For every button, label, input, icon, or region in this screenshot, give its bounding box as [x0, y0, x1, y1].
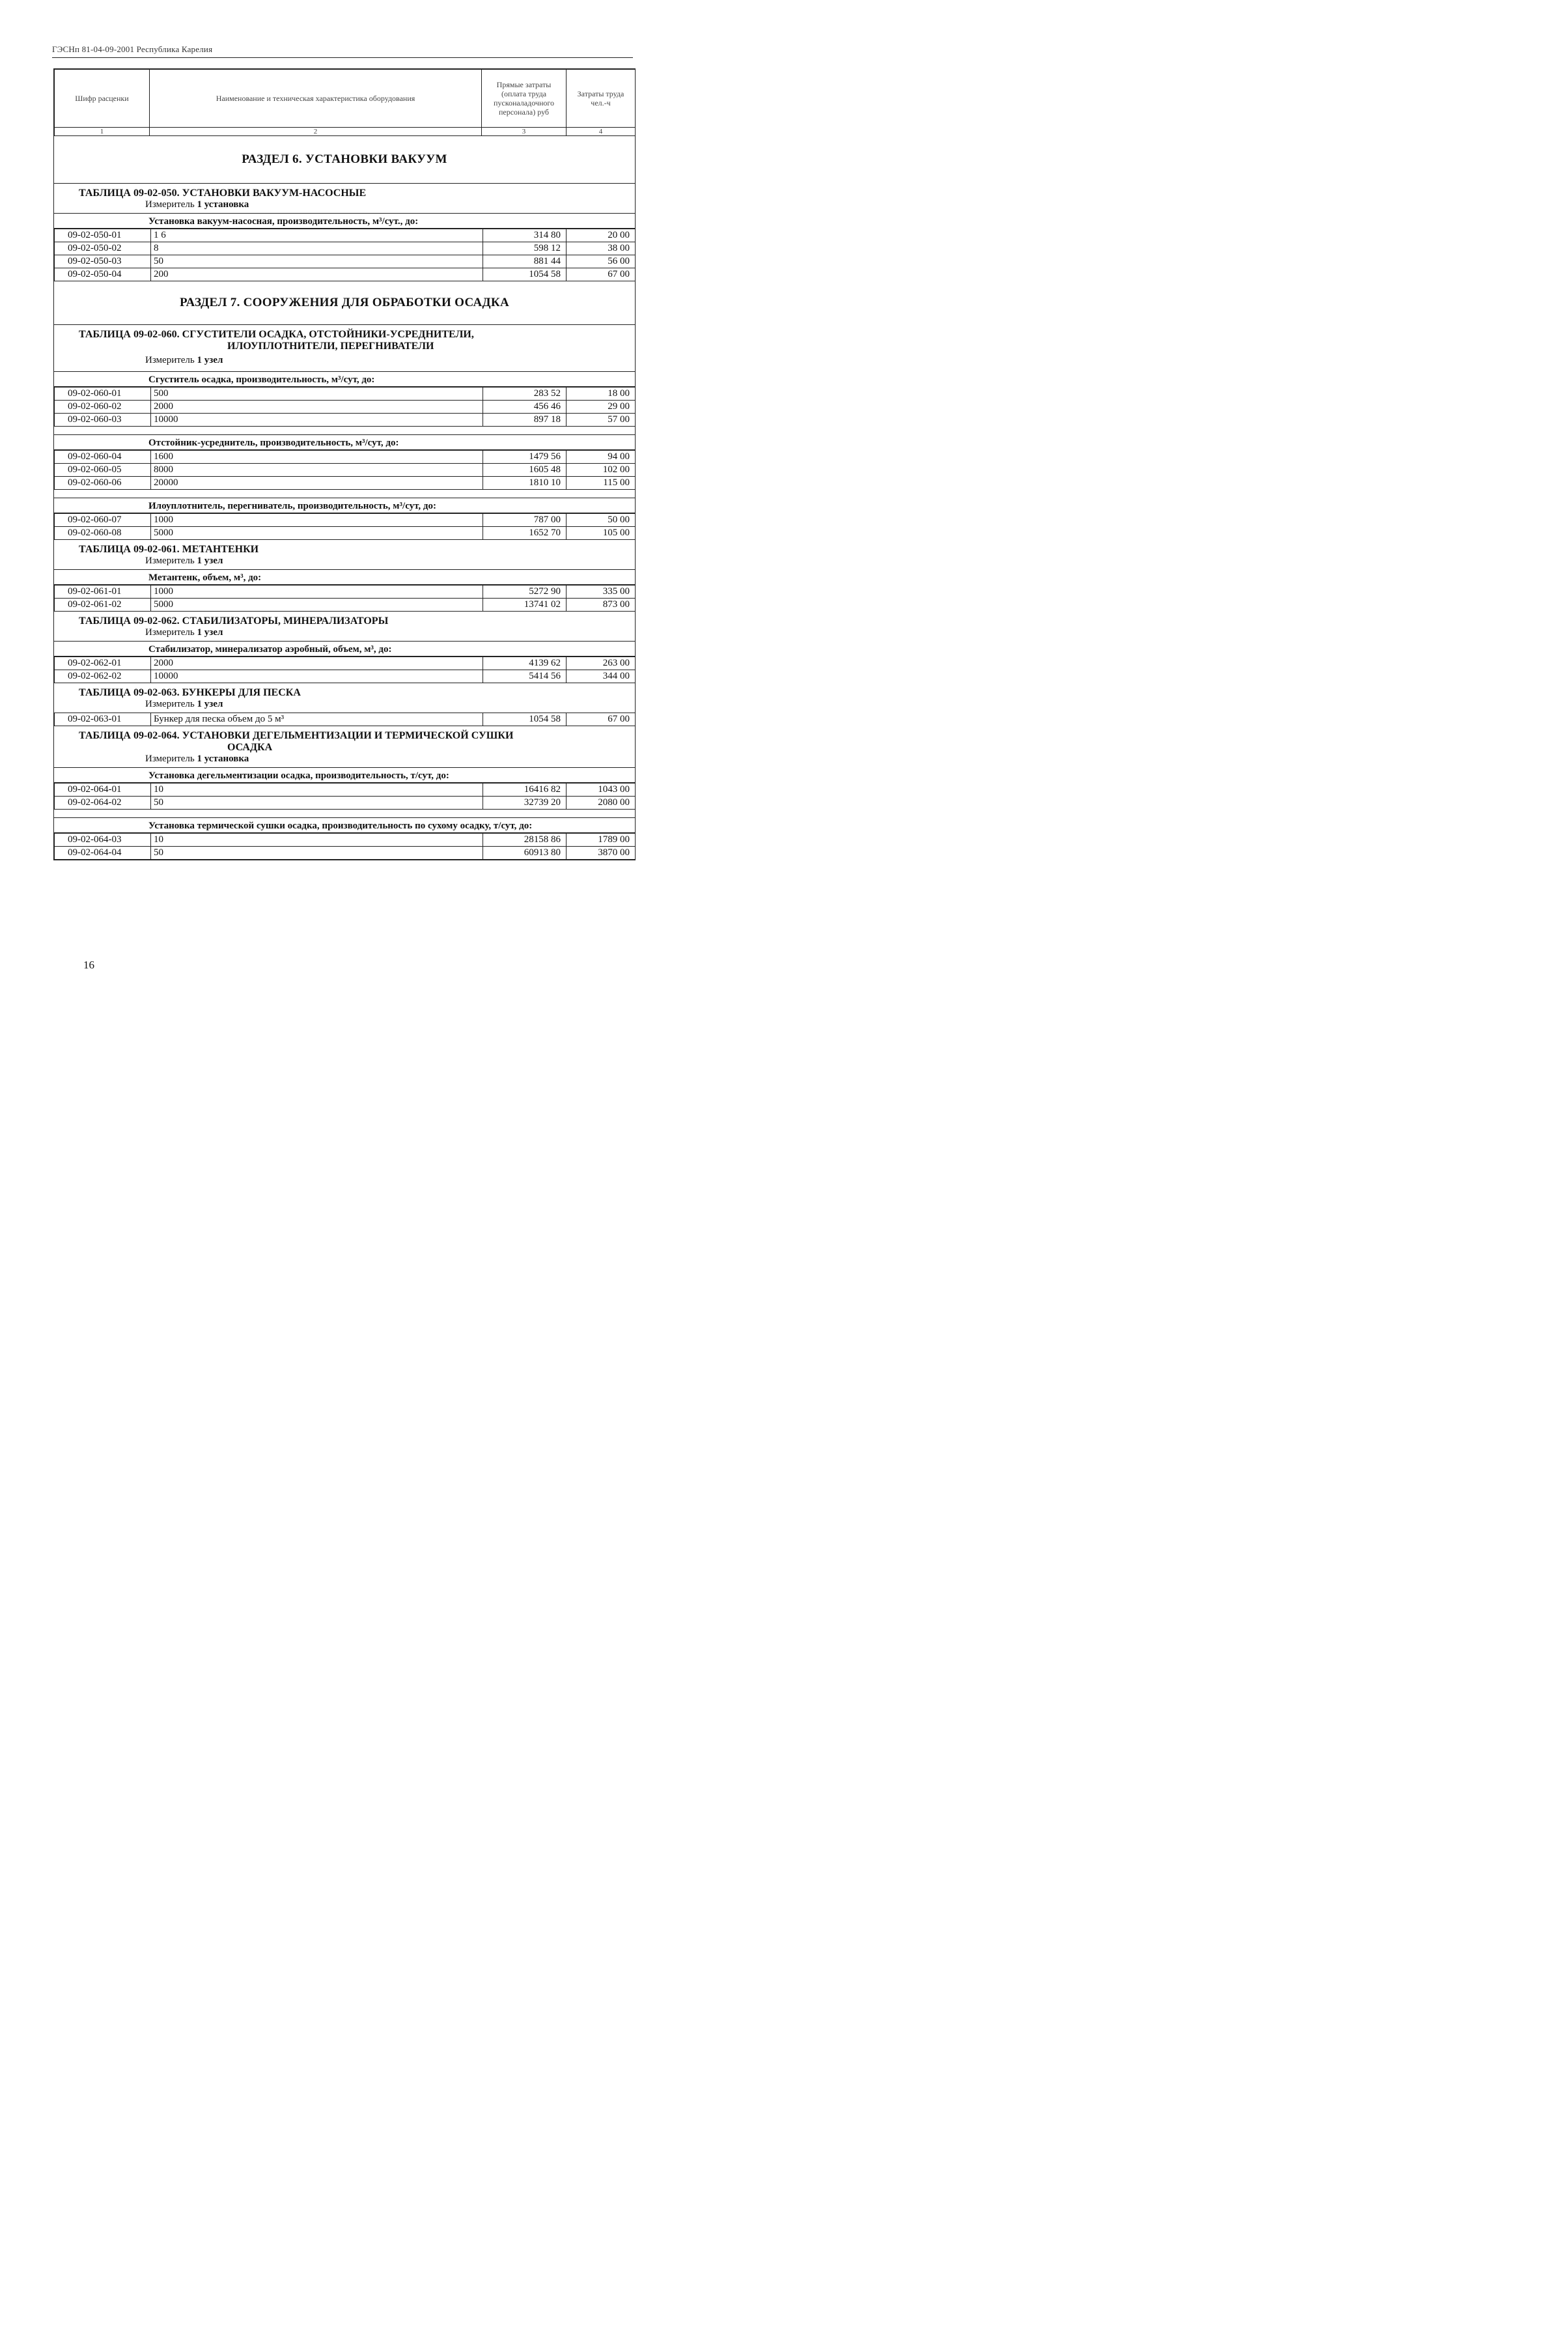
table-061-measure: Измеритель 1 узел: [145, 556, 223, 566]
table-row: 09-02-060-06 20000 1810 10 115 00: [55, 477, 636, 490]
table-row: 09-02-050-02 8 598 12 38 00: [55, 242, 636, 255]
table-row: 09-02-060-01 500 283 52 18 00: [55, 388, 636, 401]
table-064-subhead-1: Установка дегельментизации осадка, производительность, т/сут, до:: [54, 767, 635, 783]
table-064-group-1-rows: [54, 783, 636, 810]
table-064-group-2-rows: [54, 833, 636, 860]
table-060-group-2-rows: [54, 450, 636, 490]
document-table: [53, 68, 636, 860]
table-050-heading: [54, 184, 635, 213]
header-num-3: 3: [482, 128, 567, 136]
table-061-title: ТАБЛИЦА 09-02-061. МЕТАНТЕНКИ: [79, 544, 259, 555]
table-060-subhead-1: Сгуститель осадка, производительность, м³/сут, до:: [54, 371, 635, 387]
table-060-measure: Измеритель 1 узел: [145, 355, 223, 365]
header-num-4: 4: [567, 128, 636, 136]
header-code: Шифр расценки: [55, 70, 150, 128]
table-060-subhead-2: Отстойник-усреднитель, производительность, м³/сут, до:: [54, 434, 635, 450]
table-row: 09-02-050-04 200 1054 58 67 00: [55, 268, 636, 281]
table-064-subhead-2: Установка термической сушки осадка, производительность по сухому осадку, т/сут, до:: [54, 817, 635, 833]
section-6-title: РАЗДЕЛ 6. УСТАНОВКИ ВАКУУМ: [54, 136, 635, 184]
table-061-rows: [54, 585, 636, 612]
table-row: 09-02-062-01 2000 4139 62 263 00: [55, 657, 636, 670]
table-062-subhead: Стабилизатор, минерализатор аэробный, объем, м³, до:: [54, 641, 635, 657]
table-063-measure: Измеритель 1 узел: [145, 699, 223, 709]
table-row: 09-02-060-07 1000 787 00 50 00: [55, 514, 636, 527]
table-050-subhead: Установка вакуум-насосная, производительность, м³/сут., до:: [54, 213, 635, 229]
table-060-group-3-rows: [54, 513, 636, 540]
table-064-measure: Измеритель 1 установка: [145, 754, 249, 764]
table-063-heading: [54, 683, 635, 713]
table-row: 09-02-060-05 8000 1605 48 102 00: [55, 464, 636, 477]
table-062-title: ТАБЛИЦА 09-02-062. СТАБИЛИЗАТОРЫ, МИНЕРАЛИЗАТОРЫ: [79, 615, 389, 627]
table-062-heading: [54, 612, 635, 641]
table-row: 09-02-061-02 5000 13741 02 873 00: [55, 599, 636, 612]
table-060-title: ТАБЛИЦА 09-02-060. СГУСТИТЕЛИ ОСАДКА, ОТСТОЙНИКИ-УСРЕДНИТЕЛИ, ИЛОУПЛОТНИТЕЛИ, ПЕРЕГНИВАТЕЛИ: [79, 329, 474, 352]
header-name: Наименование и техническая характеристика оборудования: [150, 70, 482, 128]
section-7-title: РАЗДЕЛ 7. СООРУЖЕНИЯ ДЛЯ ОБРАБОТКИ ОСАДКА: [54, 281, 635, 325]
table-050-rows: [54, 229, 636, 281]
table-050-title: ТАБЛИЦА 09-02-050. УСТАНОВКИ ВАКУУМ-НАСОСНЫЕ: [79, 188, 367, 199]
page-number: 16: [83, 959, 94, 971]
table-063-title: ТАБЛИЦА 09-02-063. БУНКЕРЫ ДЛЯ ПЕСКА: [79, 687, 301, 698]
table-061-subhead: Метантенк, объем, м³, до:: [54, 569, 635, 585]
table-row: 09-02-064-01 10 16416 82 1043 00: [55, 784, 636, 797]
table-064-heading: [54, 726, 635, 767]
column-header-table: [54, 69, 636, 136]
table-064-title: ТАБЛИЦА 09-02-064. УСТАНОВКИ ДЕГЕЛЬМЕНТИЗАЦИИ И ТЕРМИЧЕСКОЙ СУШКИ ОСАДКА: [79, 730, 514, 753]
table-062-rows: [54, 657, 636, 683]
table-row: 09-02-063-01 Бункер для песка объем до 5 м³ 1054 58 67 00: [55, 713, 636, 726]
table-061-heading: [54, 540, 635, 569]
table-050-measure: Измеритель 1 установка: [145, 199, 249, 210]
table-row: 09-02-064-03 10 28158 86 1789 00: [55, 834, 636, 847]
table-row: 09-02-060-03 10000 897 18 57 00: [55, 414, 636, 427]
table-060-heading: [54, 325, 635, 369]
table-row: 09-02-061-01 1000 5272 90 335 00: [55, 586, 636, 599]
header-num-1: 1: [55, 128, 150, 136]
table-060-subhead-3: Илоуплотнитель, перегниватель, производительность, м³/сут, до:: [54, 498, 635, 513]
table-row: 09-02-064-02 50 32739 20 2080 00: [55, 797, 636, 810]
header-cost: Прямые затраты (оплата труда пусконаладочного персонала) руб: [482, 70, 567, 128]
table-row: 09-02-060-08 5000 1652 70 105 00: [55, 527, 636, 540]
page-header: ГЭСНп 81-04-09-2001 Республика Карелия: [52, 44, 633, 58]
table-row: 09-02-062-02 10000 5414 56 344 00: [55, 670, 636, 683]
table-row: 09-02-050-03 50 881 44 56 00: [55, 255, 636, 268]
header-labor: Затраты труда чел.-ч: [567, 70, 636, 128]
table-row: 09-02-064-04 50 60913 80 3870 00: [55, 847, 636, 860]
table-row: 09-02-060-02 2000 456 46 29 00: [55, 401, 636, 414]
table-062-measure: Измеритель 1 узел: [145, 627, 223, 638]
table-row: 09-02-050-01 1 6 314 80 20 00: [55, 229, 636, 242]
table-row: 09-02-060-04 1600 1479 56 94 00: [55, 451, 636, 464]
table-060-group-1-rows: [54, 387, 636, 427]
table-063-rows: [54, 713, 636, 726]
header-num-2: 2: [150, 128, 482, 136]
